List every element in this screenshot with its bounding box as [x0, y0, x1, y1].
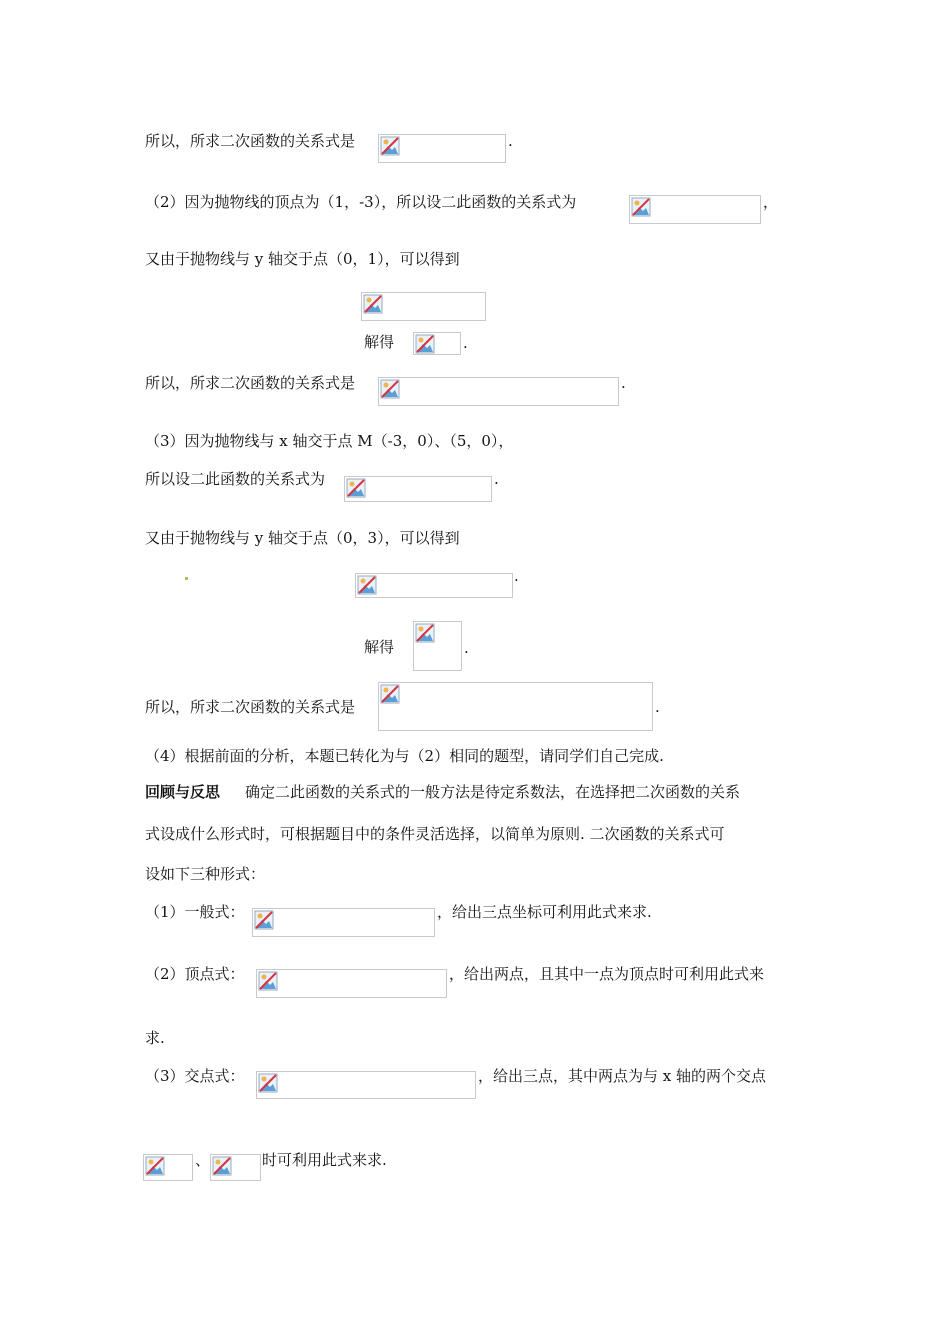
formula-image [256, 1071, 476, 1099]
formula-image [378, 682, 653, 731]
broken-image-icon [254, 910, 274, 930]
broken-image-icon [212, 1156, 232, 1176]
text-line-12: （4）根据前面的分析，本题已转化为与（2）相同的题型，请同学们自己完成. [145, 747, 664, 765]
formula-image [413, 621, 462, 671]
form-intercept-label: （3）交点式： [145, 1067, 245, 1085]
broken-image-icon [357, 575, 377, 595]
stray-mark [185, 577, 188, 580]
broken-image-icon [145, 1156, 165, 1176]
broken-image-icon [380, 379, 400, 399]
formula-image [378, 377, 619, 406]
paragraph-line-2: 式设成什么形式时，可根据题目中的条件灵活选择，以简单为原则. 二次函数的关系式可 [145, 825, 725, 843]
paragraph-line-1: 确定二此函数的关系式的一般方法是待定系数法，在选择把二次函数的关系 [245, 783, 741, 801]
formula-image [252, 908, 435, 937]
form-general-label: （1）一般式： [145, 903, 245, 921]
formula-image [355, 573, 513, 598]
text-line-6: （3）因为抛物线与 x 轴交于点 M（-3，0）、（5，0）， [145, 432, 514, 450]
text-comma: ， [763, 193, 779, 211]
text-line-11: 所以，所求二次函数的关系式是 [145, 698, 356, 716]
formula-image [143, 1154, 193, 1181]
text-line-7: 所以设二此函数的关系式为 [145, 470, 326, 488]
broken-image-icon [631, 197, 651, 217]
text-period: . [655, 698, 660, 716]
paragraph-line-3: 设如下三种形式： [145, 865, 266, 883]
form-vertex-desc-cont: 求. [145, 1029, 165, 1047]
text-period: . [508, 132, 513, 150]
text-period: . [514, 567, 519, 585]
broken-image-icon [346, 478, 366, 498]
broken-image-icon [415, 334, 435, 354]
broken-image-icon [380, 136, 400, 156]
text-solve: 解得 [364, 333, 395, 351]
formula-image [256, 969, 447, 998]
text-period: . [494, 470, 499, 488]
text-line-2: （2）因为抛物线的顶点为（1，-3），所以设二此函数的关系式为 [145, 193, 577, 211]
formula-image [413, 332, 461, 355]
broken-image-icon [258, 1073, 278, 1093]
text-period: . [463, 334, 468, 352]
text-period: . [464, 639, 469, 657]
formula-image [344, 476, 492, 502]
text-period: . [621, 374, 626, 392]
broken-image-icon [363, 294, 383, 314]
text-line-8: 又由于抛物线与 y 轴交于点（0，3），可以得到 [145, 529, 460, 547]
text-line-3: 又由于抛物线与 y 轴交于点（0，1），可以得到 [145, 250, 460, 268]
form-vertex-desc: ，给出两点，且其中一点为顶点时可利用此式来 [449, 965, 765, 983]
formula-image [361, 292, 486, 321]
form-general-desc: ，给出三点坐标可利用此式来求. [437, 903, 652, 921]
form-intercept-desc: ，给出三点，其中两点为与 x 轴的两个交点 [478, 1067, 766, 1085]
text-separator: 、 [195, 1151, 211, 1169]
text-line-20: 时可利用此式来求. [262, 1151, 387, 1169]
formula-image [629, 195, 761, 224]
broken-image-icon [258, 971, 278, 991]
formula-image [378, 134, 506, 163]
section-heading: 回顾与反思 [145, 783, 221, 801]
broken-image-icon [415, 623, 435, 643]
text-solve: 解得 [364, 638, 395, 656]
form-vertex-label: （2）顶点式： [145, 965, 245, 983]
formula-image [210, 1154, 261, 1181]
text-line-5: 所以，所求二次函数的关系式是 [145, 374, 356, 392]
text-line-1: 所以，所求二次函数的关系式是 [145, 132, 356, 150]
broken-image-icon [380, 684, 400, 704]
